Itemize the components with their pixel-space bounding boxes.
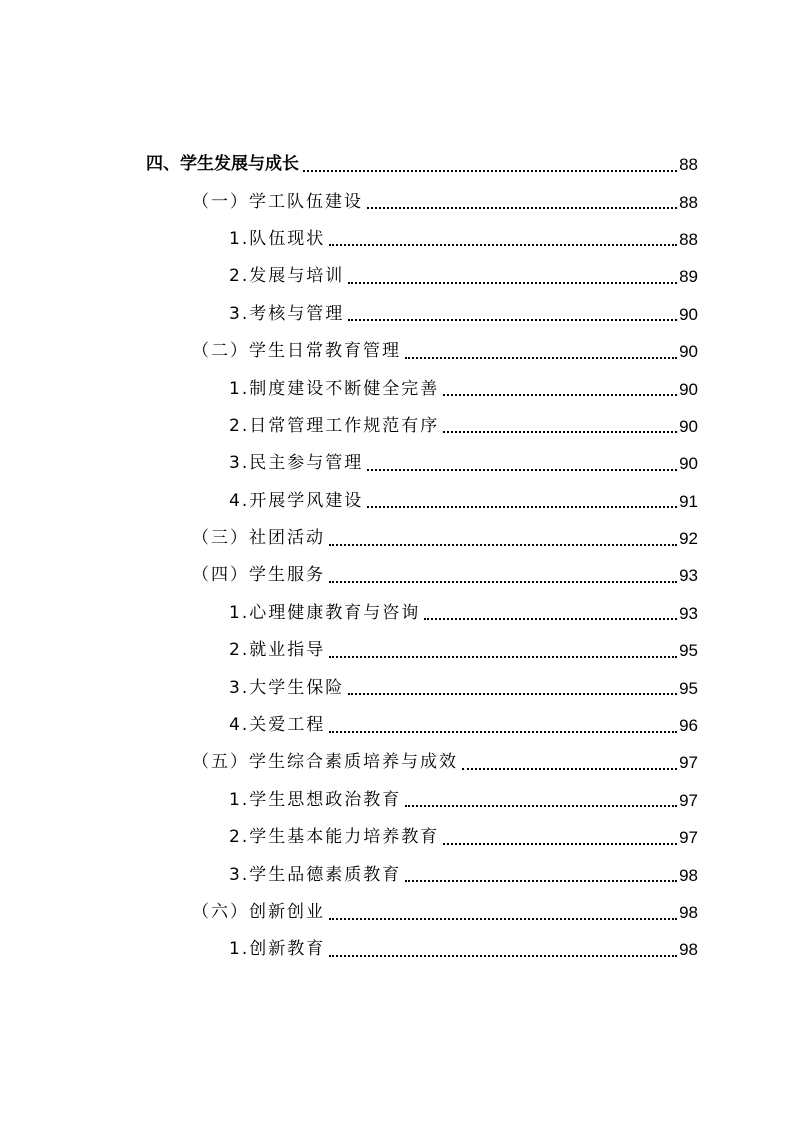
toc-entry-page: 90 [679, 304, 698, 324]
dot-leader [405, 805, 677, 807]
toc-entry-title: 4.开展学风建设 [229, 490, 364, 511]
toc-entry-page: 90 [679, 379, 698, 399]
toc-entry-title: 1.学生思想政治教育 [229, 789, 402, 810]
dot-leader [348, 319, 677, 321]
toc-entry-page: 88 [679, 229, 698, 249]
toc-entry-page: 98 [679, 903, 698, 922]
dot-leader [443, 394, 677, 396]
dot-leader [329, 581, 677, 583]
toc-entry-title: 1.制度建设不断健全完善 [229, 378, 440, 399]
toc-entry-title: 2.就业指导 [229, 640, 326, 661]
toc-entry-title: 1.心理健康教育与咨询 [229, 602, 421, 623]
toc-entry[interactable] [0, 557, 794, 594]
toc-entry[interactable] [0, 183, 794, 220]
dot-leader [367, 469, 677, 471]
toc-entry-page: 98 [679, 865, 698, 885]
toc-entry-title: 1.队伍现状 [229, 228, 326, 249]
dot-leader [348, 282, 677, 284]
dot-leader [405, 880, 677, 882]
dot-leader [303, 170, 677, 172]
toc-entry-page: 90 [679, 342, 698, 362]
toc-entry[interactable] [0, 782, 794, 819]
toc-entry[interactable] [0, 707, 794, 744]
toc-entry[interactable] [0, 744, 794, 781]
dot-leader [329, 244, 677, 246]
toc-entry-title: （六）创新创业 [192, 902, 325, 922]
dot-leader [367, 506, 677, 508]
toc-entry-title: 2.学生基本能力培养教育 [229, 827, 440, 848]
toc-entry-title: 3.民主参与管理 [229, 453, 364, 474]
toc-entry-title: 3.学生品德素质教育 [229, 864, 402, 885]
toc-entry[interactable] [0, 669, 794, 706]
toc-entry-page: 88 [679, 155, 698, 175]
toc-entry-page: 90 [679, 454, 698, 474]
toc-entry-page: 88 [679, 192, 698, 212]
toc-entry-title: （四）学生服务 [192, 565, 325, 586]
dot-leader [348, 693, 677, 695]
toc-entry-page: 97 [679, 828, 698, 848]
toc-entry-title: （一）学工队伍建设 [192, 191, 363, 212]
toc-entry-page: 91 [679, 491, 698, 511]
dot-leader [424, 618, 677, 620]
dot-leader [462, 768, 677, 770]
toc-entry[interactable] [0, 595, 794, 632]
toc-entry[interactable] [0, 333, 794, 370]
toc-entry-page: 96 [679, 716, 698, 736]
toc-entry-title: 4.关爱工程 [229, 715, 326, 736]
toc-entry-page: 89 [679, 267, 698, 287]
toc-entry-page: 93 [679, 566, 698, 586]
toc-entry-title: 3.大学生保险 [229, 677, 345, 698]
dot-leader [405, 357, 677, 359]
toc-entry-title: （二）学生日常教育管理 [192, 341, 401, 362]
dot-leader [329, 544, 677, 546]
toc-entry-page: 95 [679, 641, 698, 661]
toc-entry-page: 90 [679, 416, 698, 436]
toc-entry-page: 93 [679, 603, 698, 623]
dot-leader [329, 656, 677, 658]
dot-leader [367, 207, 677, 209]
toc-entry-page: 98 [679, 940, 698, 960]
toc-entry-page: 95 [679, 678, 698, 698]
toc-entry[interactable] [0, 445, 794, 482]
toc-entry-page: 92 [679, 529, 698, 549]
toc-entry[interactable] [0, 520, 794, 557]
dot-leader [443, 431, 677, 433]
toc-entry[interactable] [0, 856, 794, 893]
toc-entry[interactable] [0, 296, 794, 333]
toc-entry-title: 3.考核与管理 [229, 303, 345, 324]
toc-entry[interactable] [0, 632, 794, 669]
toc-entry[interactable] [0, 221, 794, 258]
toc-entry[interactable] [0, 258, 794, 295]
dot-leader [329, 918, 677, 920]
dot-leader [329, 731, 677, 733]
toc-entry-page: 97 [679, 753, 698, 773]
toc-entry[interactable] [0, 146, 794, 183]
dot-leader [443, 843, 677, 845]
toc-entry[interactable] [0, 483, 794, 520]
toc-entry[interactable] [0, 408, 794, 445]
toc-entry-page: 97 [679, 790, 698, 810]
toc-entry[interactable] [0, 931, 794, 968]
toc-entry-title: （三）社团活动 [192, 528, 325, 549]
toc-entry[interactable] [0, 894, 794, 931]
dot-leader [329, 955, 677, 957]
table-of-contents [0, 146, 794, 969]
toc-entry-title: 2.发展与培训 [229, 266, 345, 287]
toc-entry-title: 四、学生发展与成长 [146, 154, 299, 175]
toc-entry-title: 2.日常管理工作规范有序 [229, 415, 440, 436]
toc-entry-title: 1.创新教育 [229, 939, 326, 960]
toc-entry[interactable] [0, 819, 794, 856]
toc-entry[interactable] [0, 370, 794, 407]
toc-entry-title: （五）学生综合素质培养与成效 [192, 752, 458, 773]
